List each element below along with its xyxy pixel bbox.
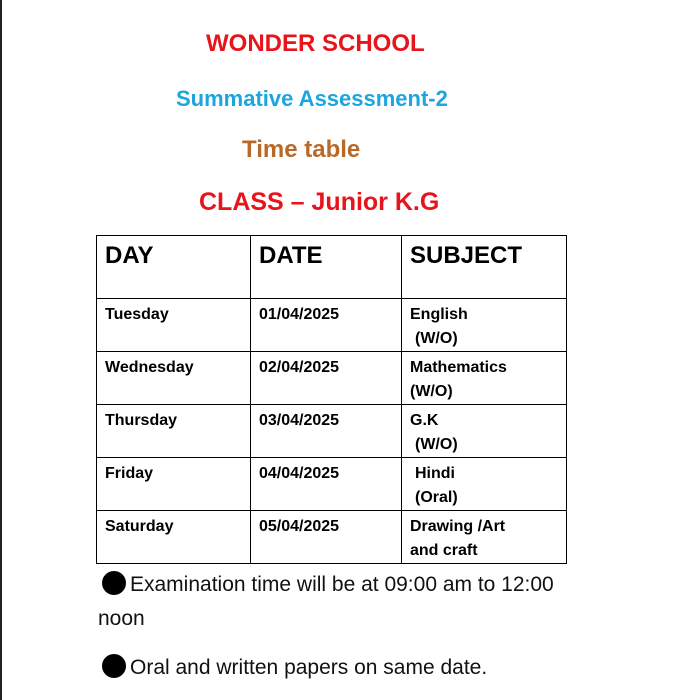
cell-subject <box>402 405 567 458</box>
subject-name: Drawing /Art <box>410 518 506 535</box>
note-text: Examination time will be at 09:00 am to 12:00 noon <box>98 573 554 630</box>
subject-mode: (W/O) <box>410 383 453 400</box>
column-header-day: DAY <box>97 236 251 299</box>
table-row <box>97 458 567 511</box>
cell-date: 04/04/2025 <box>251 458 402 511</box>
timetable-table <box>96 235 567 564</box>
table-row <box>97 352 567 405</box>
column-header-date: DATE <box>251 236 402 299</box>
table-row <box>97 511 567 564</box>
subject-name: Mathematics <box>410 359 507 376</box>
timetable-title: Time table <box>242 136 361 163</box>
bullet-icon <box>102 654 126 678</box>
note-exam-time <box>98 568 578 636</box>
subject-name: English <box>410 306 468 323</box>
assessment-title: Summative Assessment-2 <box>176 86 448 111</box>
note-oral-written <box>98 651 578 685</box>
cell-day: Friday <box>97 458 251 511</box>
cell-date: 02/04/2025 <box>251 352 402 405</box>
cell-subject <box>402 299 567 352</box>
subject-mode: (W/O) <box>415 436 458 453</box>
table-row <box>97 299 567 352</box>
subject-mode: and craft <box>410 542 478 559</box>
page-edge-line <box>0 0 2 700</box>
cell-subject <box>402 458 567 511</box>
cell-date: 01/04/2025 <box>251 299 402 352</box>
cell-subject <box>402 352 567 405</box>
subject-mode: (Oral) <box>415 489 458 506</box>
bullet-icon <box>102 571 126 595</box>
cell-day: Saturday <box>97 511 251 564</box>
cell-day: Wednesday <box>97 352 251 405</box>
cell-subject <box>402 511 567 564</box>
subject-name: G.K <box>410 412 439 429</box>
table-header-row <box>97 236 567 299</box>
school-name: WONDER SCHOOL <box>206 30 425 57</box>
table-row <box>97 405 567 458</box>
column-header-subject: SUBJECT <box>402 236 567 299</box>
cell-day: Thursday <box>97 405 251 458</box>
cell-date: 03/04/2025 <box>251 405 402 458</box>
cell-day: Tuesday <box>97 299 251 352</box>
subject-name: Hindi <box>415 465 455 482</box>
cell-date: 05/04/2025 <box>251 511 402 564</box>
note-text: Oral and written papers on same date. <box>130 656 488 679</box>
class-title: CLASS – Junior K.G <box>199 188 440 216</box>
subject-mode: (W/O) <box>415 330 458 347</box>
